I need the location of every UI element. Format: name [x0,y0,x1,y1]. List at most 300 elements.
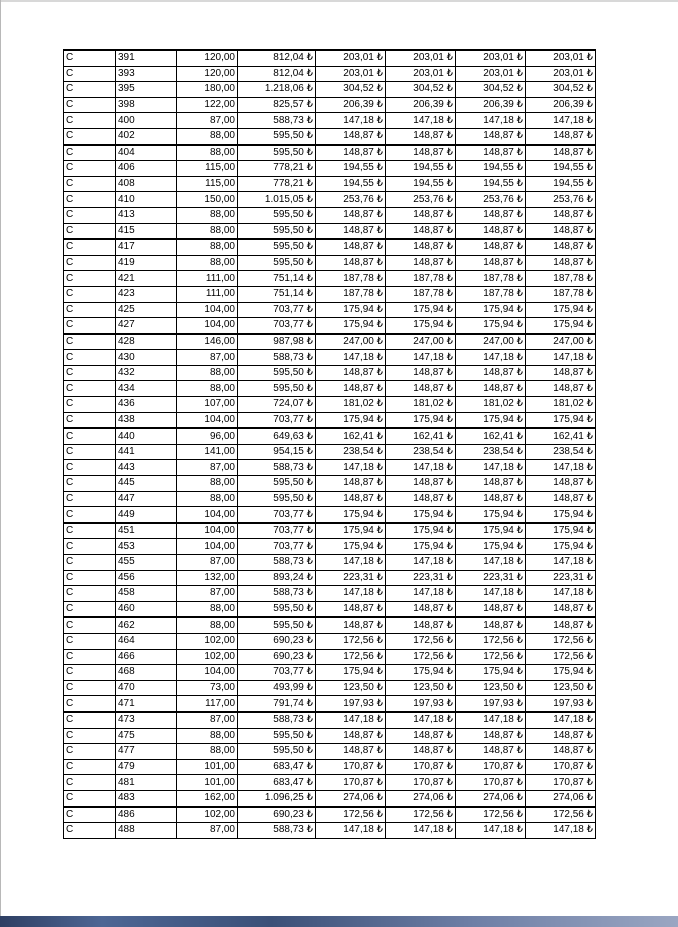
table-cell: C [64,823,116,839]
table-cell: 247,00 ₺ [386,334,456,350]
table-cell: 148,87 ₺ [316,223,386,239]
table-row [64,318,596,334]
table-cell: 1.096,25 ₺ [238,790,316,806]
table-cell: 104,00 [177,507,238,523]
table-cell: 147,18 ₺ [386,460,456,476]
table-cell: 187,78 ₺ [386,286,456,302]
table-cell: 88,00 [177,476,238,492]
table-cell: 170,87 ₺ [386,759,456,775]
table-row [64,586,596,602]
table-cell: 304,52 ₺ [456,82,526,98]
table-cell: 406 [116,161,177,177]
table-cell: C [64,334,116,350]
table-cell: 175,94 ₺ [456,507,526,523]
table-cell: 473 [116,712,177,728]
table-cell: C [64,223,116,239]
table-cell: 778,21 ₺ [238,161,316,177]
table-cell: 170,87 ₺ [316,775,386,791]
table-cell: 1.218,06 ₺ [238,82,316,98]
table-row [64,97,596,113]
table-cell: 148,87 ₺ [456,207,526,223]
table-cell: 187,78 ₺ [526,286,596,302]
table-cell: 147,18 ₺ [456,460,526,476]
table-cell: 175,94 ₺ [456,523,526,539]
table-cell: C [64,507,116,523]
table-cell: 449 [116,507,177,523]
table-cell: 475 [116,728,177,744]
table-cell: 148,87 ₺ [526,744,596,760]
table-cell: 181,02 ₺ [386,397,456,413]
table-cell: 421 [116,271,177,287]
table-cell: 470 [116,680,177,696]
table-cell: 175,94 ₺ [316,507,386,523]
table-cell: 430 [116,350,177,366]
table-cell: 175,94 ₺ [526,412,596,428]
table-row [64,161,596,177]
table-cell: 147,18 ₺ [456,350,526,366]
table-cell: C [64,790,116,806]
table-cell: C [64,255,116,271]
table-cell: 115,00 [177,176,238,192]
table-cell: 147,18 ₺ [456,712,526,728]
table-cell: 724,07 ₺ [238,397,316,413]
table-cell: 175,94 ₺ [386,318,456,334]
table-cell: 148,87 ₺ [456,255,526,271]
table-cell: C [64,539,116,555]
table-cell: 148,87 ₺ [456,239,526,255]
table-cell: 88,00 [177,491,238,507]
table-cell: 147,18 ₺ [386,113,456,129]
table-row [64,397,596,413]
table-cell: 148,87 ₺ [526,601,596,617]
table-cell: 456 [116,570,177,586]
table-cell: 147,18 ₺ [526,113,596,129]
table-cell: C [64,617,116,633]
table-cell: C [64,807,116,823]
table-cell: 175,94 ₺ [386,412,456,428]
table-cell: 253,76 ₺ [316,192,386,208]
table-cell: C [64,444,116,460]
table-cell: 649,63 ₺ [238,428,316,444]
table-cell: 175,94 ₺ [386,302,456,318]
table-cell: C [64,728,116,744]
table-row [64,271,596,287]
table-cell: 172,56 ₺ [386,633,456,649]
table-cell: C [64,601,116,617]
table-cell: 148,87 ₺ [456,381,526,397]
table-cell: 88,00 [177,128,238,144]
table-cell: C [64,66,116,82]
table-cell: 147,18 ₺ [526,712,596,728]
table-cell: 148,87 ₺ [386,223,456,239]
table-cell: 172,56 ₺ [386,649,456,665]
table-cell: 595,50 ₺ [238,223,316,239]
table-cell: C [64,302,116,318]
table-cell: 432 [116,365,177,381]
table-cell: 203,01 ₺ [526,66,596,82]
table-cell: 203,01 ₺ [526,50,596,66]
table-cell: 148,87 ₺ [316,207,386,223]
table-cell: 111,00 [177,271,238,287]
table-cell: 223,31 ₺ [526,570,596,586]
table-cell: 423 [116,286,177,302]
table-cell: 175,94 ₺ [386,539,456,555]
table-cell: C [64,412,116,428]
table-cell: 588,73 ₺ [238,555,316,571]
table-cell: 87,00 [177,350,238,366]
table-cell: C [64,381,116,397]
table-cell: 147,18 ₺ [526,460,596,476]
table-cell: 120,00 [177,66,238,82]
table-cell: 148,87 ₺ [456,601,526,617]
table-cell: 123,50 ₺ [316,680,386,696]
table-row [64,790,596,806]
table-cell: 253,76 ₺ [456,192,526,208]
table-cell: 791,74 ₺ [238,696,316,712]
table-row [64,145,596,161]
table-cell: 147,18 ₺ [316,350,386,366]
table-row [64,444,596,460]
page-top-edge [1,0,678,2]
table-cell: 175,94 ₺ [526,318,596,334]
table-cell: 194,55 ₺ [316,161,386,177]
table-cell: 194,55 ₺ [526,176,596,192]
table-cell: 170,87 ₺ [456,775,526,791]
table-cell: 175,94 ₺ [386,665,456,681]
table-cell: 588,73 ₺ [238,460,316,476]
table-cell: 595,50 ₺ [238,128,316,144]
table-cell: 238,54 ₺ [456,444,526,460]
table-cell: 148,87 ₺ [456,617,526,633]
table-cell: 206,39 ₺ [386,97,456,113]
table-cell: C [64,145,116,161]
table-cell: 194,55 ₺ [316,176,386,192]
table-cell: 595,50 ₺ [238,239,316,255]
table-row [64,239,596,255]
table-cell: 464 [116,633,177,649]
table-cell: 238,54 ₺ [386,444,456,460]
table-row [64,555,596,571]
table-cell: 175,94 ₺ [456,412,526,428]
table-cell: 170,87 ₺ [526,775,596,791]
table-cell: C [64,476,116,492]
table-cell: C [64,680,116,696]
table-cell: 203,01 ₺ [456,66,526,82]
table-cell: 148,87 ₺ [526,128,596,144]
table-cell: 148,87 ₺ [316,255,386,271]
table-row [64,649,596,665]
table-cell: 595,50 ₺ [238,365,316,381]
table-cell: C [64,460,116,476]
table-cell: 148,87 ₺ [386,601,456,617]
table-row [64,601,596,617]
table-cell: 304,52 ₺ [526,82,596,98]
table-row [64,680,596,696]
table-cell: 148,87 ₺ [386,128,456,144]
table-row [64,570,596,586]
table-cell: 172,56 ₺ [316,649,386,665]
table-cell: 595,50 ₺ [238,617,316,633]
table-cell: 120,00 [177,50,238,66]
table-cell: 203,01 ₺ [316,66,386,82]
table-cell: C [64,286,116,302]
table-cell: 247,00 ₺ [316,334,386,350]
table-cell: 88,00 [177,744,238,760]
table-cell: 175,94 ₺ [526,665,596,681]
table-row [64,775,596,791]
table-cell: C [64,350,116,366]
table-cell: 148,87 ₺ [526,476,596,492]
table-row [64,223,596,239]
table-cell: 147,18 ₺ [316,555,386,571]
table-cell: 148,87 ₺ [386,728,456,744]
table-cell: 203,01 ₺ [316,50,386,66]
table-cell: 162,41 ₺ [386,428,456,444]
table-cell: 88,00 [177,601,238,617]
table-cell: 274,06 ₺ [316,790,386,806]
table-cell: 148,87 ₺ [386,476,456,492]
table-cell: 150,00 [177,192,238,208]
table-cell: 400 [116,113,177,129]
table-cell: 148,87 ₺ [316,476,386,492]
table-cell: 162,41 ₺ [456,428,526,444]
table-cell: 987,98 ₺ [238,334,316,350]
table-cell: 147,18 ₺ [526,555,596,571]
table-row [64,617,596,633]
table-row [64,82,596,98]
table-row [64,823,596,839]
table-cell: 148,87 ₺ [456,128,526,144]
table-cell: 595,50 ₺ [238,728,316,744]
table-cell: 148,87 ₺ [526,145,596,161]
table-cell: 238,54 ₺ [526,444,596,460]
table-cell: 148,87 ₺ [526,728,596,744]
table-cell: 88,00 [177,617,238,633]
table-cell: 148,87 ₺ [316,601,386,617]
table-cell: C [64,128,116,144]
table-cell: 172,56 ₺ [316,807,386,823]
table-cell: C [64,365,116,381]
table-cell: 88,00 [177,728,238,744]
table-cell: 107,00 [177,397,238,413]
table-cell: 148,87 ₺ [386,491,456,507]
table-cell: 172,56 ₺ [316,633,386,649]
table-cell: 274,06 ₺ [526,790,596,806]
table-cell: 223,31 ₺ [386,570,456,586]
table-cell: 147,18 ₺ [526,586,596,602]
table-cell: 148,87 ₺ [386,381,456,397]
table-cell: C [64,239,116,255]
table-cell: C [64,50,116,66]
table-cell: 148,87 ₺ [456,744,526,760]
table-cell: 893,24 ₺ [238,570,316,586]
table-cell: 147,18 ₺ [316,460,386,476]
table-cell: C [64,586,116,602]
table-cell: 436 [116,397,177,413]
table-cell: C [64,570,116,586]
table-cell: 104,00 [177,539,238,555]
table-cell: 393 [116,66,177,82]
table-cell: 238,54 ₺ [316,444,386,460]
table-cell: 148,87 ₺ [386,744,456,760]
table-cell: 147,18 ₺ [526,350,596,366]
table-cell: 162,00 [177,790,238,806]
table-cell: 455 [116,555,177,571]
table-cell: 87,00 [177,586,238,602]
table-row [64,633,596,649]
table-cell: 703,77 ₺ [238,412,316,428]
table-cell: 471 [116,696,177,712]
table-cell: 148,87 ₺ [526,381,596,397]
table-row [64,286,596,302]
table-cell: 123,50 ₺ [526,680,596,696]
table-cell: 87,00 [177,555,238,571]
table-cell: 194,55 ₺ [526,161,596,177]
table-cell: 247,00 ₺ [526,334,596,350]
table-cell: 304,52 ₺ [316,82,386,98]
table-cell: 172,56 ₺ [526,649,596,665]
table-cell: 170,87 ₺ [456,759,526,775]
table-cell: 87,00 [177,460,238,476]
table-cell: 395 [116,82,177,98]
table-cell: 690,23 ₺ [238,649,316,665]
table-row [64,712,596,728]
table-cell: 703,77 ₺ [238,302,316,318]
table-cell: C [64,744,116,760]
table-cell: 488 [116,823,177,839]
table-cell: 175,94 ₺ [526,507,596,523]
table-cell: 751,14 ₺ [238,286,316,302]
table-cell: 148,87 ₺ [526,223,596,239]
table-cell: 147,18 ₺ [456,555,526,571]
table-cell: 175,94 ₺ [386,507,456,523]
table-cell: 458 [116,586,177,602]
table-cell: 172,56 ₺ [456,807,526,823]
table-cell: 203,01 ₺ [386,66,456,82]
table-cell: 447 [116,491,177,507]
table-cell: 703,77 ₺ [238,523,316,539]
table-cell: 148,87 ₺ [456,728,526,744]
table-cell: 148,87 ₺ [316,381,386,397]
table-row [64,665,596,681]
table-cell: 413 [116,207,177,223]
table-cell: 148,87 ₺ [456,145,526,161]
table-cell: 148,87 ₺ [526,365,596,381]
table-cell: 703,77 ₺ [238,318,316,334]
table-cell: C [64,271,116,287]
table-cell: 175,94 ₺ [316,302,386,318]
table-cell: 175,94 ₺ [316,539,386,555]
data-table [63,49,596,839]
table-cell: 438 [116,412,177,428]
table-row [64,523,596,539]
table-cell: 588,73 ₺ [238,712,316,728]
table-cell: C [64,192,116,208]
table-cell: 73,00 [177,680,238,696]
table-cell: 197,93 ₺ [456,696,526,712]
table-cell: 148,87 ₺ [316,365,386,381]
table-cell: 223,31 ₺ [456,570,526,586]
table-cell: 253,76 ₺ [386,192,456,208]
table-cell: 102,00 [177,649,238,665]
table-cell: 148,87 ₺ [456,476,526,492]
table-cell: 172,56 ₺ [456,633,526,649]
table-cell: 175,94 ₺ [316,665,386,681]
table-row [64,192,596,208]
table-cell: 825,57 ₺ [238,97,316,113]
table-cell: 148,87 ₺ [316,728,386,744]
table-row [64,460,596,476]
table-cell: 453 [116,539,177,555]
table-cell: 111,00 [177,286,238,302]
table-cell: 147,18 ₺ [526,823,596,839]
table-cell: 468 [116,665,177,681]
table-cell: 88,00 [177,239,238,255]
table-cell: 147,18 ₺ [386,823,456,839]
table-cell: 175,94 ₺ [526,539,596,555]
table-cell: 147,18 ₺ [386,586,456,602]
table-cell: 170,87 ₺ [526,759,596,775]
table-cell: 493,99 ₺ [238,680,316,696]
table-cell: 148,87 ₺ [386,145,456,161]
table-cell: C [64,97,116,113]
table-cell: 206,39 ₺ [456,97,526,113]
table-cell: 147,18 ₺ [316,113,386,129]
table-cell: 187,78 ₺ [456,286,526,302]
table-cell: 253,76 ₺ [526,192,596,208]
table-cell: 588,73 ₺ [238,823,316,839]
table-cell: 187,78 ₺ [386,271,456,287]
table-cell: 172,56 ₺ [386,807,456,823]
table-cell: 440 [116,428,177,444]
table-cell: 147,18 ₺ [316,823,386,839]
table-cell: 175,94 ₺ [456,318,526,334]
table-cell: 194,55 ₺ [386,176,456,192]
table-cell: 187,78 ₺ [316,271,386,287]
table-cell: 147,18 ₺ [456,823,526,839]
table-cell: 123,50 ₺ [456,680,526,696]
table-cell: 104,00 [177,523,238,539]
table-row [64,350,596,366]
table-cell: 148,87 ₺ [386,255,456,271]
table-cell: 88,00 [177,223,238,239]
table-cell: 194,55 ₺ [456,161,526,177]
table-cell: 398 [116,97,177,113]
table-cell: 466 [116,649,177,665]
table-cell: 304,52 ₺ [386,82,456,98]
table-cell: 102,00 [177,807,238,823]
table-row [64,50,596,66]
table-cell: 595,50 ₺ [238,601,316,617]
table-cell: 87,00 [177,712,238,728]
table-cell: 175,94 ₺ [386,523,456,539]
table-cell: 172,56 ₺ [526,633,596,649]
table-row [64,428,596,444]
table-cell: 147,18 ₺ [456,113,526,129]
table-cell: 460 [116,601,177,617]
window-bottom-bar [0,916,678,927]
table-cell: C [64,491,116,507]
table-cell: 428 [116,334,177,350]
table-cell: 778,21 ₺ [238,176,316,192]
table-cell: 88,00 [177,207,238,223]
table-row [64,491,596,507]
table-cell: 703,77 ₺ [238,507,316,523]
table-row [64,207,596,223]
table-cell: 181,02 ₺ [526,397,596,413]
table-cell: 96,00 [177,428,238,444]
table-cell: 223,31 ₺ [316,570,386,586]
